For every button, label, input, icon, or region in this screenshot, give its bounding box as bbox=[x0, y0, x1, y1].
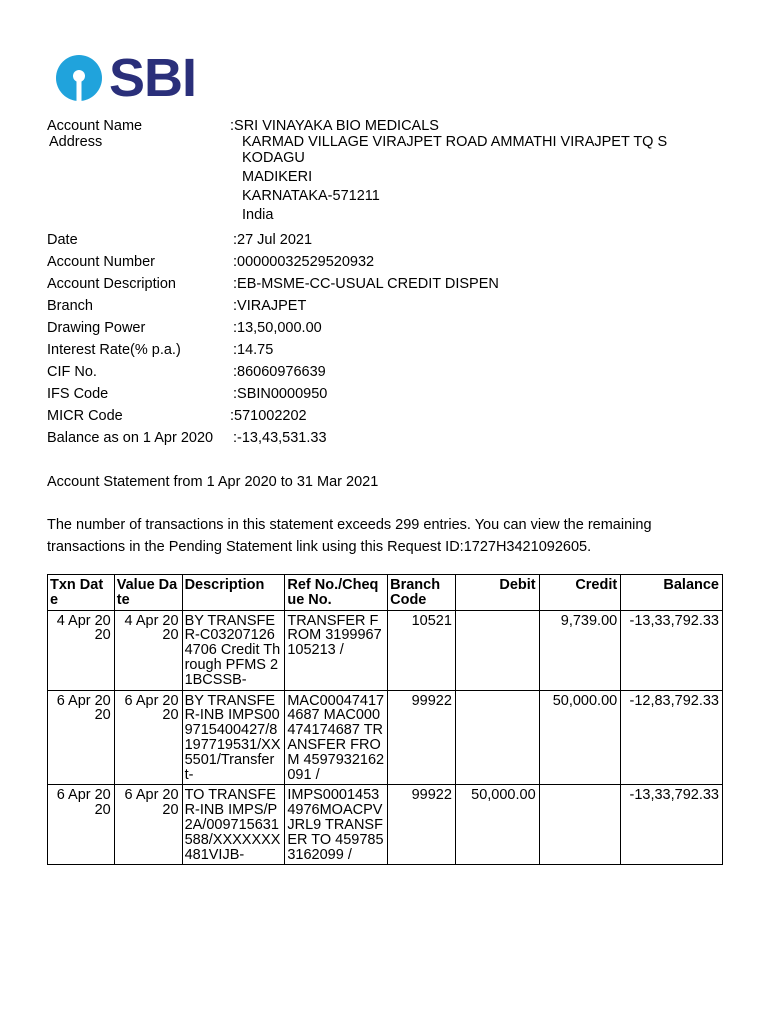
sbi-logo-icon bbox=[55, 54, 103, 102]
txn-date-cell: 4 Apr 2020 bbox=[48, 610, 115, 690]
drawing-power-label: Drawing Power bbox=[47, 320, 146, 336]
ref-cell: TRANSFER FROM 3199967105213 / bbox=[285, 610, 388, 690]
branch-code-cell: 99922 bbox=[388, 690, 456, 785]
account-description-label: Account Description bbox=[47, 276, 176, 292]
header-txn-date: Txn Date bbox=[48, 575, 115, 611]
header-branch-code: Branch Code bbox=[388, 575, 456, 611]
opening-balance-value: :-13,43,531.33 bbox=[233, 430, 327, 446]
ifs-code-label: IFS Code bbox=[47, 386, 109, 402]
address-line-1: KARMAD VILLAGE VIRAJPET ROAD AMMATHI VIRAJPET TQ S bbox=[242, 134, 668, 150]
header-debit: Debit bbox=[455, 575, 539, 611]
credit-cell bbox=[539, 785, 621, 865]
header-description: Description bbox=[182, 575, 285, 611]
address-line-3: MADIKERI bbox=[242, 169, 313, 185]
txn-date-cell: 6 Apr 2020 bbox=[48, 690, 115, 785]
address-line-4: KARNATAKA-571211 bbox=[242, 188, 380, 204]
date-value: :27 Jul 2021 bbox=[233, 232, 313, 248]
table-row bbox=[48, 785, 723, 865]
table-header-row bbox=[48, 575, 723, 611]
micr-code-value: :571002202 bbox=[230, 408, 307, 424]
drawing-power-value: :13,50,000.00 bbox=[233, 320, 322, 336]
account-number-value: :00000032529520932 bbox=[233, 254, 375, 270]
interest-rate-label: Interest Rate(% p.a.) bbox=[47, 342, 181, 358]
sbi-logo bbox=[55, 48, 197, 108]
transactions-table bbox=[47, 574, 723, 865]
debit-cell: 50,000.00 bbox=[455, 785, 539, 865]
credit-cell: 9,739.00 bbox=[539, 610, 621, 690]
branch-code-cell: 10521 bbox=[388, 610, 456, 690]
value-date-cell: 4 Apr 2020 bbox=[114, 610, 182, 690]
debit-cell bbox=[455, 610, 539, 690]
description-cell: BY TRANSFER-C032071264706 Credit Through PFMS 21BCSSB- bbox=[182, 610, 285, 690]
ifs-code-value: :SBIN0000950 bbox=[233, 386, 328, 402]
account-name-label: Account Name bbox=[47, 118, 143, 134]
branch-label: Branch bbox=[47, 298, 93, 314]
account-number-label: Account Number bbox=[47, 254, 155, 270]
balance-cell: -13,33,792.33 bbox=[621, 610, 723, 690]
header-ref: Ref No./Cheque No. bbox=[285, 575, 388, 611]
statement-note-line-1: The number of transactions in this statement exceeds 299 entries. You can view the remaining bbox=[47, 517, 652, 533]
txn-date-cell: 6 Apr 2020 bbox=[48, 785, 115, 865]
interest-rate-value: :14.75 bbox=[233, 342, 274, 358]
account-name-value: :SRI VINAYAKA BIO MEDICALS bbox=[230, 118, 439, 134]
balance-cell: -13,33,792.33 bbox=[621, 785, 723, 865]
ref-cell: IMPS00014534976MOACPVJRL9 TRANSFER TO 4597853162099 / bbox=[285, 785, 388, 865]
ref-cell: MAC000474174687 MAC000474174687 TRANSFER FROM 4597932162091 / bbox=[285, 690, 388, 785]
header-credit: Credit bbox=[539, 575, 621, 611]
micr-code-label: MICR Code bbox=[47, 408, 123, 424]
statement-note-line-2: transactions in the Pending Statement link using this Request ID:1727H3421092605. bbox=[47, 539, 592, 555]
value-date-cell: 6 Apr 2020 bbox=[114, 690, 182, 785]
value-date-cell: 6 Apr 2020 bbox=[114, 785, 182, 865]
header-value-date: Value Date bbox=[114, 575, 182, 611]
branch-value: :VIRAJPET bbox=[233, 298, 307, 314]
description-cell: BY TRANSFER-INB IMPS009715400427/8197719531/XX5501/Transfer t- bbox=[182, 690, 285, 785]
address-line-5: India bbox=[242, 207, 274, 223]
opening-balance-label: Balance as on 1 Apr 2020 bbox=[47, 430, 214, 446]
date-label: Date bbox=[47, 232, 78, 248]
bank-name: SBI bbox=[109, 48, 197, 108]
cif-label: CIF No. bbox=[47, 364, 97, 380]
address-label: Address bbox=[49, 134, 103, 150]
credit-cell: 50,000.00 bbox=[539, 690, 621, 785]
header-balance: Balance bbox=[621, 575, 723, 611]
branch-code-cell: 99922 bbox=[388, 785, 456, 865]
statement-period: Account Statement from 1 Apr 2020 to 31 Mar 2021 bbox=[47, 474, 379, 490]
cif-value: :86060976639 bbox=[233, 364, 326, 380]
table-row bbox=[48, 690, 723, 785]
table-row bbox=[48, 610, 723, 690]
description-cell: TO TRANSFER-INB IMPS/P2A/009715631588/XXXXXXX481VIJB- bbox=[182, 785, 285, 865]
balance-cell: -12,83,792.33 bbox=[621, 690, 723, 785]
debit-cell bbox=[455, 690, 539, 785]
account-description-value: :EB-MSME-CC-USUAL CREDIT DISPEN bbox=[233, 276, 499, 292]
address-line-2: KODAGU bbox=[242, 150, 305, 166]
